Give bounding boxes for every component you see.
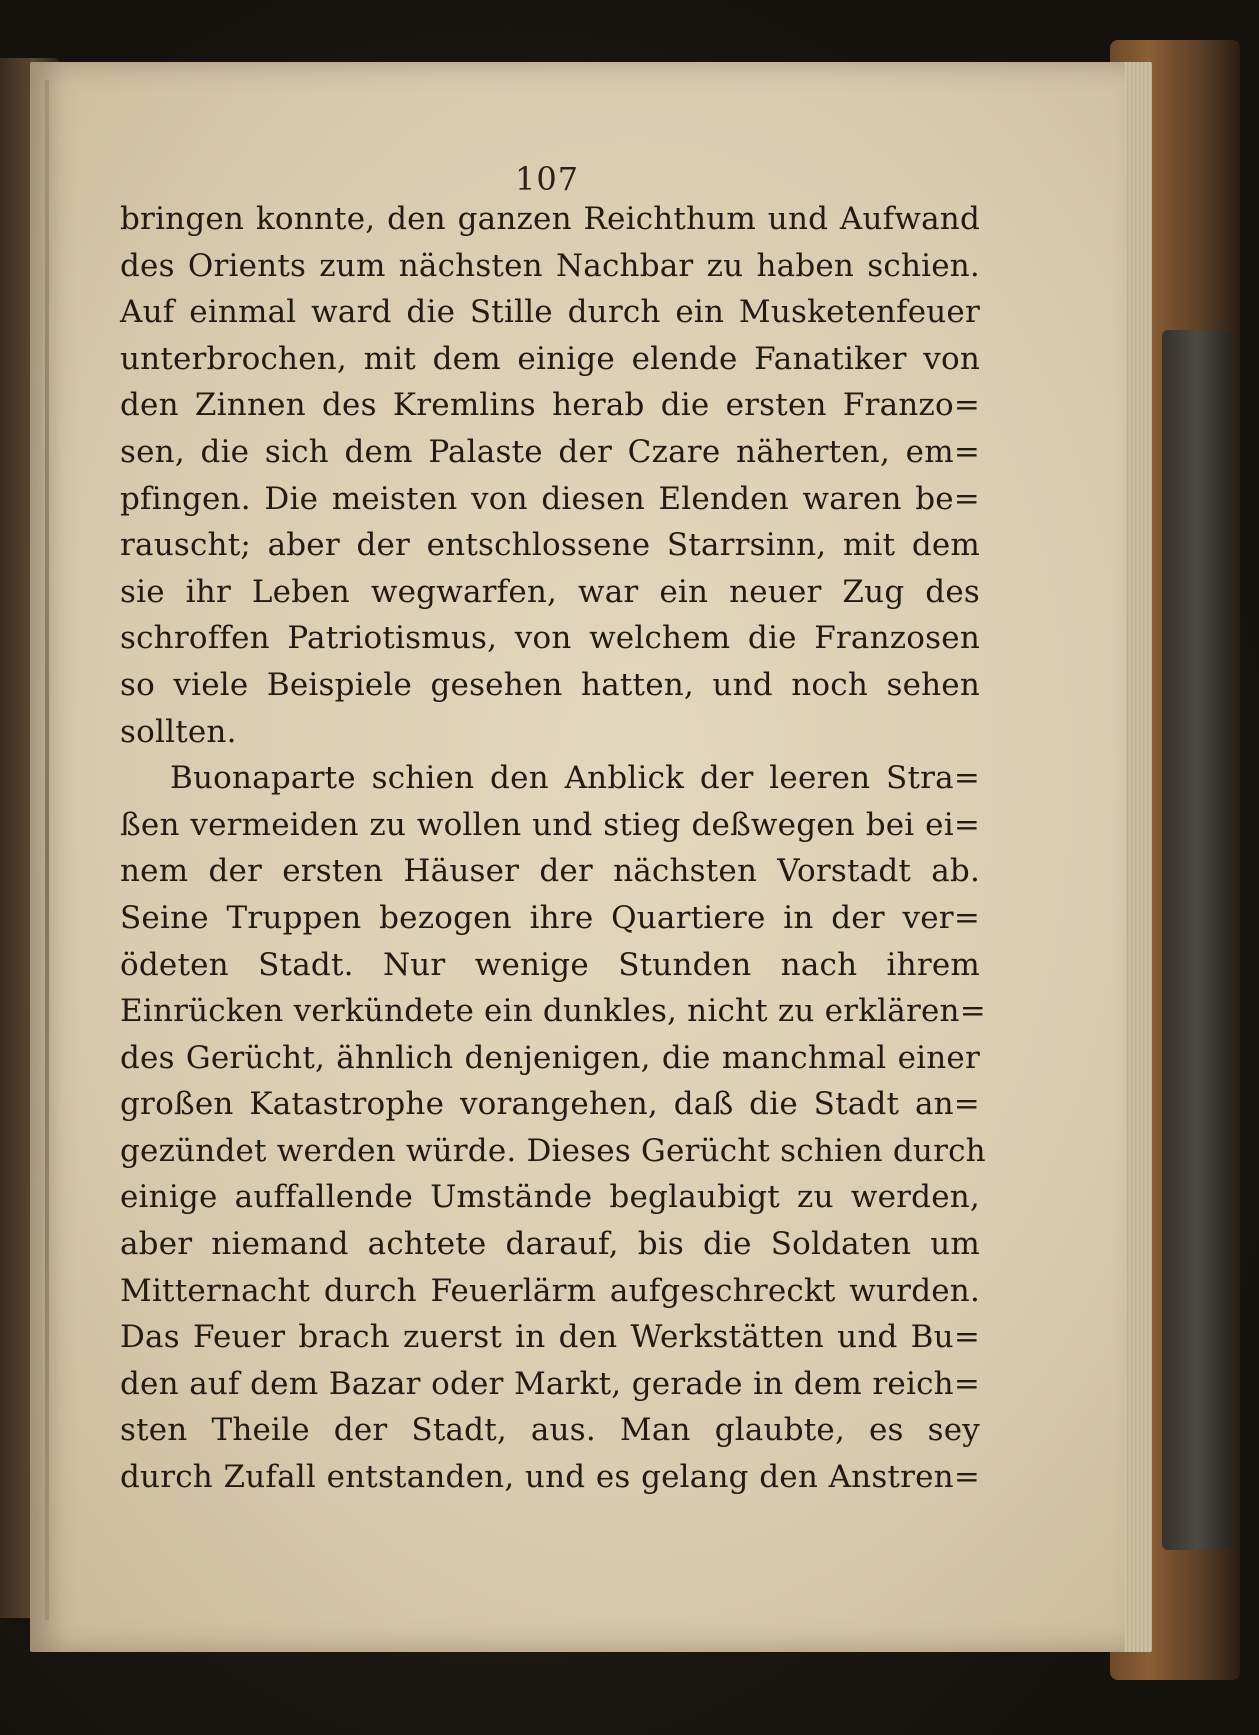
text-line: pfingen. Die meisten von diesen Elenden waren be= (120, 480, 980, 517)
text-line: aber niemand achtete darauf, bis die Soldaten um (120, 1226, 980, 1263)
text-line: unterbrochen, mit dem einige elende Fanatiker von (120, 340, 980, 377)
text-line: sie ihr Leben wegwarfen, war ein neuer Zug des (120, 573, 980, 610)
text-line: bringen konnte, den ganzen Reichthum und Aufwand (120, 201, 980, 237)
text-line: ödeten Stadt. Nur wenige Stunden nach ihrem (120, 946, 980, 983)
text-line: nem der ersten Häuser der nächsten Vorstadt ab. (120, 853, 980, 890)
text-line: sen, die sich dem Palaste der Czare näherten, em= (120, 433, 980, 470)
text-line: des Orients zum nächsten Nachbar zu haben schien. (120, 247, 980, 284)
text-line: gezündet werden würde. Dieses Gerücht schien durch (120, 1132, 986, 1169)
text-line: des Gerücht, ähnlich denjenigen, die manchmal einer (120, 1039, 980, 1076)
text-line: ßen vermeiden zu wollen und stieg deßwegen bei ei= (120, 806, 980, 843)
text-line: rauscht; aber der entschlossene Starrsinn, mit dem (120, 527, 980, 564)
text-line: Auf einmal ward die Stille durch ein Musketenfeuer (120, 294, 980, 331)
text-line: Seine Truppen bezogen ihre Quartiere in der ver= (120, 899, 980, 936)
text-line: sten Theile der Stadt, aus. Man glaubte, es sey (120, 1412, 980, 1449)
text-line: Buonaparte schien den Anblick der leeren Stra= (170, 760, 980, 797)
text-line: den auf dem Bazar oder Markt, gerade in dem reich= (120, 1365, 980, 1402)
text-line: durch Zufall entstanden, und es gelang den Anstren= (120, 1459, 980, 1496)
text-line: Mitternacht durch Feuerlärm aufgeschreckt wurden. (120, 1272, 980, 1309)
page-number: 107 (515, 160, 580, 198)
text-line: großen Katastrophe vorangehen, daß die Stadt an= (120, 1086, 980, 1123)
book-cover-spine-cloth (1162, 330, 1232, 1550)
text-line: Einrücken verkündete ein dunkles, nicht zu erklären= (120, 993, 986, 1030)
text-line: so viele Beispiele gesehen hatten, und noch sehen (120, 666, 980, 703)
text-line: einige auffallende Umstände beglaubigt zu werden, (120, 1179, 980, 1216)
book-gutter (45, 80, 49, 1620)
text-line: schroffen Patriotismus, von welchem die Franzosen (120, 620, 980, 657)
text-line: den Zinnen des Kremlins herab die ersten Franzo= (120, 387, 980, 424)
text-line: sollten. (120, 713, 237, 750)
page-text (120, 196, 986, 1501)
text-line: Das Feuer brach zuerst in den Werkstätten und Bu= (120, 1319, 980, 1356)
